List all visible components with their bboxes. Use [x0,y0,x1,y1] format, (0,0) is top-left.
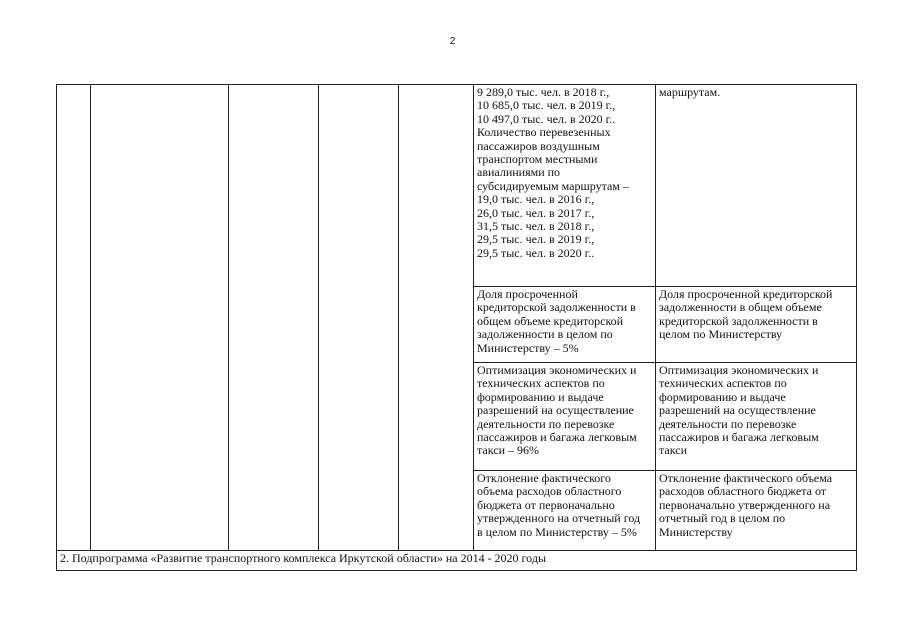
indicator-cell [474,85,656,287]
end-date-cell [399,85,474,551]
number-cell [57,85,91,551]
result-cell [656,287,857,363]
result-text: Доля просроченной кредиторской задолженности в общем объеме кредиторской задолженности в целом по Министерству [659,287,833,342]
program-table [56,84,857,571]
subprogram-row [57,551,857,571]
result-cell [656,471,857,551]
indicator-text: Доля просроченной кредиторской задолженности в общем объеме кредиторской задолженности в целом по Министерству – 5% [477,287,636,355]
start-date-cell [319,85,399,551]
result-text: Отклонение фактического объема расходов областного бюджета от первоначально утвержденного на отчетный год в целом по Министерству [659,471,833,539]
result-text: Оптимизация экономических и технических аспектов по формированию и выдаче разрешений на осуществление деятельности по перевозке пассажиров и багажа легковым такси [659,363,819,458]
result-cell [656,85,857,287]
indicator-text: Оптимизация экономических и технических аспектов по формированию и выдаче разрешений на осуществление деятельности по перевозке пассажиров и багажа легковым такси – 96% [477,363,637,458]
executor-cell [229,85,319,551]
indicator-text: Отклонение фактического объема расходов областного бюджета от первоначально утвержденного на отчетный год в целом по Министерству – 5% [477,471,641,539]
page-number: 2 [449,36,456,47]
indicator-text: 9 289,0 тыс. чел. в 2018 г., 10 685,0 тыс. чел. в 2019 г., 10 497,0 тыс. чел. в 2020 г.. Количество перевезенных пассажиров воздушным транспортом местными авиалиниями по субсидируемым маршрутам – 19,0 тыс. чел. в 2016 г., 26,0 тыс. чел. в 2017 г., 31,5 тыс. чел. в 2018 г., 29,5 тыс. чел. в 2019 г., 29,5 тыс. чел. в 2020 г.. [477,85,629,260]
table-row [57,85,857,287]
indicator-cell [474,363,656,471]
indicator-cell [474,287,656,363]
result-cell [656,363,857,471]
indicator-cell [474,471,656,551]
subprogram-heading: 2. Подпрограмма «Развитие транспортного комплекса Иркутской области» на 2014 - 2020 годы [57,551,857,571]
name-cell [91,85,229,551]
result-text: маршрутам. [659,85,721,99]
